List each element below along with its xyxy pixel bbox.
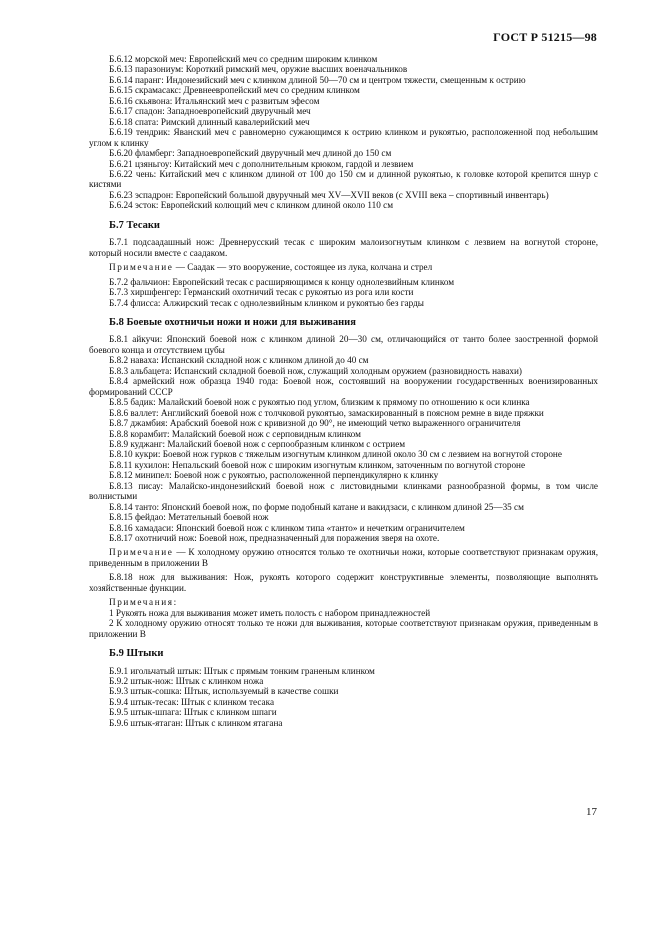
- list-item: Б.6.19 тендрик: Яванский меч с равномерно сужающимся к острию клинком и рукоятью, расположенной под небольшим углом к клинку: [89, 127, 598, 148]
- list-item: Б.6.22 чень: Китайский меч с клинком длиной от 100 до 150 см и длинной рукоятью, к головке которой крепится шнур с кистями: [89, 168, 598, 190]
- list-item: Б.8.7 джамбия: Арабский боевой нож с кривизной до 90°, не имеющий четко выраженного ограничителя: [109, 418, 521, 429]
- list-item: Б.6.12 морской меч: Европейский меч со средним широким клинком: [109, 54, 378, 64]
- list-item: Б.9.3 штык-сошка: Штык, используемый в качестве сошки: [109, 686, 339, 697]
- list-item: Б.6.17 спадон: Западноевропейский двуручный меч: [109, 106, 311, 117]
- list-item: Б.6.21 цзяньгоу: Китайский меч с дополнительным крюком, гардой и лезвием: [109, 158, 414, 169]
- list-item: Б.6.20 фламберг: Западноевропейский двуручный меч длиной до 150 см: [109, 148, 392, 159]
- list-item: Б.6.16 скьявона: Итальянский меч с развитым эфесом: [109, 95, 320, 106]
- list-item: Б.9.5 штык-шпага: Штык с клинком шпаги: [109, 707, 277, 718]
- list-item: Б.8.8 корамбит: Малайский боевой нож с серповидным клинком: [109, 428, 361, 439]
- list-item: Б.8.11 кухилон: Непальский боевой нож с широким изогнутым клинком, заточенным по вогнутой стороне: [109, 459, 526, 470]
- section-title-b9: Б.9 Штыки: [109, 648, 164, 660]
- document-body: [89, 54, 598, 728]
- list-item: Б.8.1 айкучи: Японский боевой нож с клинком длиной 20—30 см, отличающийся от танто более заостренной формой боевого конца и отсутствием цубы: [89, 334, 598, 355]
- list-item: Б.8.17 охотничий нож: Боевой нож, предназначенный для поражения зверя на охоте.: [109, 533, 440, 544]
- note-label: Примечание: [109, 262, 174, 273]
- list-item: Б.8.9 куджанг: Малайский боевой нож с серпообразным клинком с острием: [109, 438, 406, 449]
- section-title-b7: Б.7 Тесаки: [109, 219, 160, 231]
- list-item: Б.6.13 паразониум: Короткий римский меч, оружие высших военачальников: [109, 64, 408, 75]
- list-item: Б.6.14 паранг: Индонезийский меч с клинком длиной 50—70 см и центром тяжести, смещенным к острию: [109, 74, 526, 85]
- list-item: Б.9.4 штык-тесак: Штык с клинком тесака: [109, 696, 275, 707]
- note-item: 1 Рукоять ножа для выживания может иметь полость с набором принадлежностей: [109, 607, 431, 618]
- list-item: Б.9.1 игольчатый штык: Штык с прямым тонким граненым клинком: [109, 665, 375, 676]
- list-item: Б.8.6 валлет: Английский боевой нож с толчковой рукоятью, замаскированный в поясном ремне в виде пряжки: [109, 407, 544, 418]
- list-item: Б.8.2 наваха: Испанский складной нож с клинком длиной до 40 см: [109, 355, 369, 366]
- list-item: Б.8.4 армейский нож образца 1940 года: Боевой нож, состоявший на вооружении государственных военизированных формирований СССР: [89, 376, 598, 397]
- section-title-b8: Б.8 Боевые охотничьи ножи и ножи для выживания: [109, 316, 356, 328]
- list-item: Б.7.1 подсаадашный нож: Древнерусский тесак с широким малоизогнутым клинком с лезвием на вогнутой стороне, который носили вместе с саадаком.: [89, 237, 598, 258]
- list-item: Б.8.15 фейдао: Метательный боевой нож: [109, 512, 269, 523]
- list-item: Б.7.2 фальчион: Европейский тесак с расширяющимся к концу однолезвийным клинком: [109, 276, 455, 287]
- note-item: 2 К холодному оружию относят только те ножи для выживания, которые соответствуют признакам оружия, приведенным в приложении В: [89, 618, 598, 639]
- document-id: ГОСТ Р 51215—98: [493, 30, 597, 44]
- note-text: — Саадак — это вооружение, состоящее из лука, колчана и стрел: [173, 262, 433, 273]
- note-text: — К холодному оружию относятся только те охотничьи ножи, которые соответствуют признакам оружия, приведенным в приложении В: [89, 547, 598, 568]
- list-item: Б.8.5 бадик: Малайский боевой нож с рукоятью под углом, близким к прямому по отношению к оси клинка: [109, 397, 530, 408]
- list-item: Б.8.14 танто: Японский боевой нож, по форме подобный катане и вакидзаси, с клинком длиной 25—35 см: [109, 501, 524, 512]
- note: [89, 547, 598, 568]
- list-item: Б.8.16 хамадаси: Японский боевой нож с клинком типа «танто» и нечетким ограничителем: [109, 522, 465, 533]
- note: [89, 262, 598, 272]
- note-label: Примечание: [109, 547, 174, 558]
- list-item: Б.6.23 эспадрон: Европейский большой двуручный меч XV—XVII веков (с XVIII века – спортивный инвентарь): [109, 189, 549, 200]
- list-item: Б.8.3 альбацета: Испанский складной боевой нож, служащий холодным оружием (разновидность навахи): [109, 365, 522, 376]
- list-item: Б.6.24 эсток: Европейский колющий меч с клинком длиной около 110 см: [109, 200, 394, 211]
- list-item: Б.8.12 минипел: Боевой нож с рукоятью, расположенной перпендикулярно к клинку: [109, 470, 439, 481]
- list-item: Б.8.13 писау: Малайско-индонезийский боевой нож с листовидными клинками разнообразной формы, в том числе волнистыми: [89, 480, 598, 502]
- list-item: Б.8.18 нож для выживания: Нож, рукоять которого содержит конструктивные элементы, позволяющие выполнять хозяйственные функции.: [89, 572, 598, 593]
- page-number: 17: [586, 806, 597, 818]
- list-item: Б.7.4 флисса: Алжирский тесак с однолезвийным клинком и рукоятью без гарды: [109, 297, 424, 308]
- list-item: Б.9.6 штык-ятаган: Штык с клинком ятагана: [109, 717, 283, 728]
- notes-label: Примечания:: [109, 597, 178, 608]
- list-item: Б.6.18 спата: Римский длинный кавалерийский меч: [109, 116, 310, 127]
- list-item: Б.9.2 штык-нож: Штык с клинком ножа: [109, 676, 264, 687]
- list-item: Б.7.3 хиршфенгер: Германский охотничий тесак с рукоятью из рога или кости: [109, 287, 414, 298]
- list-item: Б.6.15 скрамасакс: Древнеевропейский меч со средним клинком: [109, 85, 360, 96]
- list-item: Б.8.10 кукри: Боевой нож гурков с тяжелым изогнутым клинком длиной около 30 см с лезвием на вогнутой стороне: [109, 449, 562, 460]
